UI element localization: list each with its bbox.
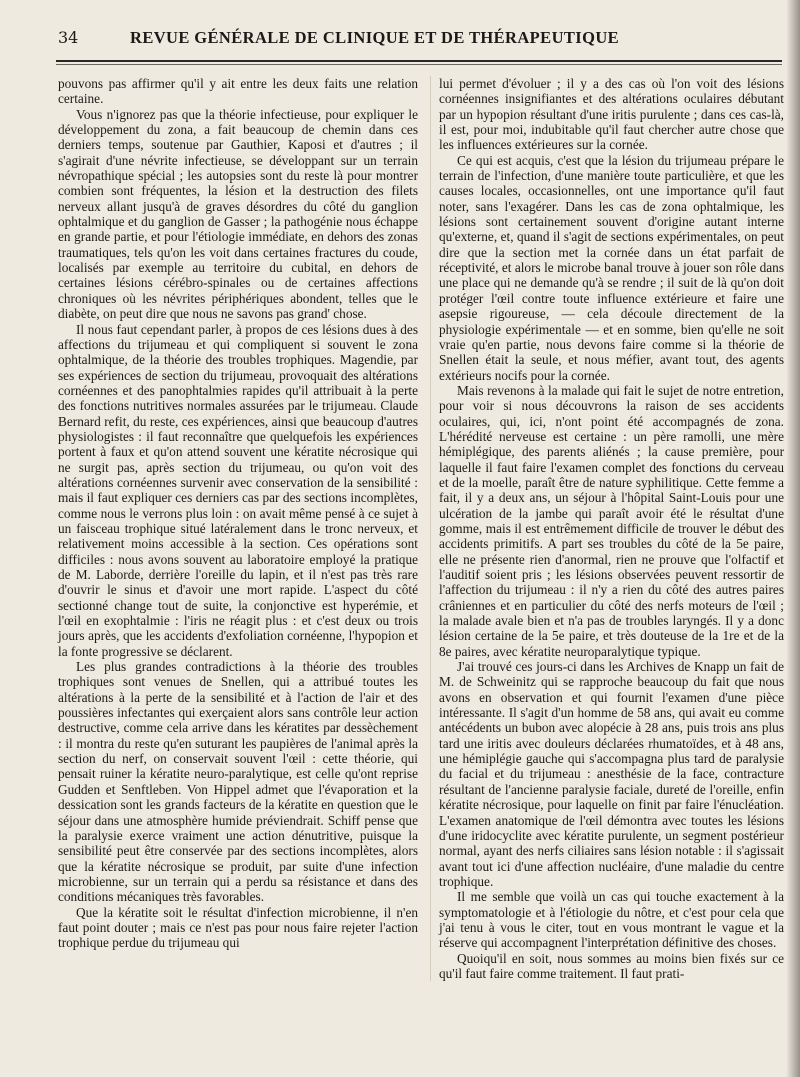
text-columns (58, 76, 784, 981)
paragraph: Que la kératite soit le résultat d'infection microbienne, il n'en faut point douter ; mais ce n'est pas pour nous faire rejeter l'action trophique perdue du trijumeau qui (58, 904, 418, 951)
paragraph: Il me semble que voilà un cas qui touche exactement à la symptomatologie et à l'étiologie du nôtre, et c'est pour cela que j'ai tenu à vous le citer, tout en vous montrant le vague et la réserve qui accompagnent l'interprétation définitive des choses. (439, 889, 784, 951)
paragraph: pouvons pas affirmer qu'il y ait entre les deux faits une relation certaine. (58, 76, 418, 107)
paragraph: Quoiqu'il en soit, nous sommes au moins bien fixés sur ce qu'il faut faire comme traitement. Il faut prati- (439, 950, 784, 981)
running-title: REVUE GÉNÉRALE DE CLINIQUE ET DE THÉRAPEUTIQUE (130, 28, 620, 47)
right-column (430, 76, 784, 981)
paragraph: Mais revenons à la malade qui fait le sujet de notre entretion, pour voir si nous découvrons la raison de ses accidents oculaires, qui, ici, n'ont point été accompagnés de zona. L'hérédité nerveuse est certaine : un père ramolli, une mère hémiplégique, des parents aliénés ; la cause première, pour laquelle il faut faire l'examen complet des fonctions du cerveau et de la moelle, paraît être de nature syphilitique. Cette femme a fait, il y a deux ans, un séjour à l'hôpital Saint-Louis pour une ulcération de la jambe qui paraît avoir été le résultat d'une gomme, mais il est entrêmement difficile de trouver le début des accidents primitifs. A part ses troubles du côté de la 5e paire, elle ne présente rien d'anormal, rien ne prouve que l'olfactif et l'auditif soient pris ; les lésions observées peuvent ressortir de l'affection du trijumeau : il n'y a rien du côté des autres paires crâniennes et en particulier du côté des nerfs moteurs de l'œil ; la malade avale bien et n'a pas de troubles laryngés. Il y a donc lésion certaine de la 5e paire, et très douteuse de la 1re et de la 8e paires, avec kératite neuroparalytique typique. (439, 382, 784, 659)
paragraph: Vous n'ignorez pas que la théorie infectieuse, pour expliquer le développement du zona, a fait beaucoup de chemin dans ces derniers temps, soutenue par Gauthier, Kaposi et d'autres ; il s'agirait d'une névrite infectieuse, se développant sur un terrain névropathique spécial ; les autopsies sont du reste là pour montrer combien sont fréquentes, la lésion et la destruction des filets nerveux allant jusqu'à de graves désordres du côté du ganglion ophtalmique et du ganglion de Gasser ; la pathogénie nous échappe en grande partie, et pour l'étiologie immédiate, en dehors des zonas traumatiques, tels qu'on les voit dans certaines fractures du coude, localisés par exemple au territoire du cubital, en dehors de certaines lésions cérébro-spinales ou de certaines affections chroniques où les névrites périphériques abondent, telles que le diabète, on peut dire que nous ne savons pas grand' chose. (58, 106, 418, 322)
paragraph: Les plus grandes contradictions à la théorie des troubles trophiques sont venues de Snellen, qui a attribué toutes les altérations à la perte de la sensibilité et à l'action de l'air et des poussières infectantes qui exerçaient alors sans contrôle leur action destructive, comme cela arrive dans les kératites par dessèchement : il montra du reste qu'en suturant les paupières de l'animal après la section du nerf, on conservait souvent l'œil : cette théorie, qui pensait ruiner la kératite neuro-paralytique, est celle qu'ont reprise Gudden et Senftleben. Von Hippel admet que l'évaporation et la dessication sont les grands facteurs de la kératite en question que le séjour dans une atmosphère humide préviendrait. Schiff pense que la paralysie exerce vraiment une action dénutritive, puisque la sensibilité peut être conservée par des sections incomplètes, alors que la kératite nécrosique se produit, par suite d'une infection microbienne, sur un terrain qui a perdu sa résistance et dans des conditions mécaniques très favorables. (58, 659, 418, 905)
paragraph: Ce qui est acquis, c'est que la lésion du trijumeau prépare le terrain de l'infection, d'une manière toute particulière, et que les causes locales, occasionnelles, ont une importance qu'il faut noter, sans l'exagérer. Dans les cas de zona ophtalmique, les lésions sont certainement souvent d'origine autant interne qu'externe, et, quand il s'agit de sections expérimentales, on peut dire que la section met la cornée dans un état parfait de réceptivité, et alors le microbe banal trouve à jouer son rôle dans une place qui ne demande qu'à se rendre ; il suit de là qu'on doit protéger l'œil contre toute influence extérieure et faire une asepsie rigoureuse, — cela découle directement de la physiologie expérimentale — et en somme, bien qu'elle ne soit vraie qu'en partie, nous devons faire comme si la théorie de Snellen était la seule, et nous méfier, avant tout, des agents extérieurs nocifs pour la cornée. (439, 152, 784, 383)
header-rule (56, 60, 782, 62)
page-edge-shadow (786, 0, 800, 1077)
paragraph: lui permet d'évoluer ; il y a des cas où l'on voit des lésions cornéennes insignifiantes et des altérations oculaires débutant par un hypopion résultant d'une iritis purulente ; dans ces cas-là, il est, pour moi, indubitable qu'il faut chercher autre chose que les influences extérieures sur la cornée. (439, 76, 784, 153)
page-header (58, 28, 780, 54)
page-number: 34 (58, 28, 79, 47)
left-column (58, 76, 418, 981)
paragraph: J'ai trouvé ces jours-ci dans les Archives de Knapp un fait de M. de Schweinitz qui se rapproche beaucoup du fait que nous avons en observation et qui fournit l'examen d'une pièce intéressante. Il s'agit d'un homme de 58 ans, qui avait eu comme antécédents un bubon avec alopécie à 28 ans, puis trois ans plus tard une iritis avec douleurs déclarées rhumatoïdes, et à 48 ans, une hémiplégie gauche qui s'accompagna plus tard de paralysie du facial et du trijumeau : anesthésie de la face, contracture résultant de l'ancienne paralysie faciale, dureté de l'oreille, enfin kératite nécrosique, pour laquelle on finit par faire l'énucléation. L'examen anatomique de l'œil démontra avec toutes les lésions d'une iridocyclite avec kératite purulente, un segment postérieur normal, ayant des nerfs ciliaires sans lésion notable : il s'agissait avant tout ici d'une affection nucléaire, d'une maladie du centre trophique. (439, 659, 784, 889)
paragraph: Il nous faut cependant parler, à propos de ces lésions dues à des affections du trijumeau et qui compliquent si souvent le zona ophtalmique, de la théorie des troubles trophiques. Magendie, par ses expériences de section du trijumeau, provoquait des altérations cornéennes et des panophtalmies rapides qu'il attribuait à la perte des fonctions nutritives normales assurées par le trijumeau. Claude Bernard refit, du reste, ces expériences, ainsi que beaucoup d'autres physiologistes : il faut reconnaître que quelquefois les expériences portent à faux et qu'on attend souvent une kératite nécrosique qui ne surgit pas, après section du trijumeau, ou qu'on voit des altérations cornéennes survenir avec conservation de la sensibilité : mais il faut expliquer ces derniers cas par des sections incomplètes, comme nous le verrons plus loin : on avait même pensé à ce sujet à un faisceau trophique situé latéralement dans le tronc nerveux, et relativement moins accessible à la section. Ces opérations sont difficiles : nous avons souvent au laboratoire employé la pratique de M. Laborde, derrière l'oreille du lapin, et il n'est pas très rare d'ouvrir le sinus et d'avoir une mort rapide. L'aspect du côté sectionné change tout de suite, la conjonctive est hyperémie, et l'œil en exophtalmie : l'iris ne réagit plus : et c'est deux ou trois jours après, que les accidents d'exfoliation cornéenne, l'hypopion et la fonte progressive se déclarent. (58, 321, 418, 659)
